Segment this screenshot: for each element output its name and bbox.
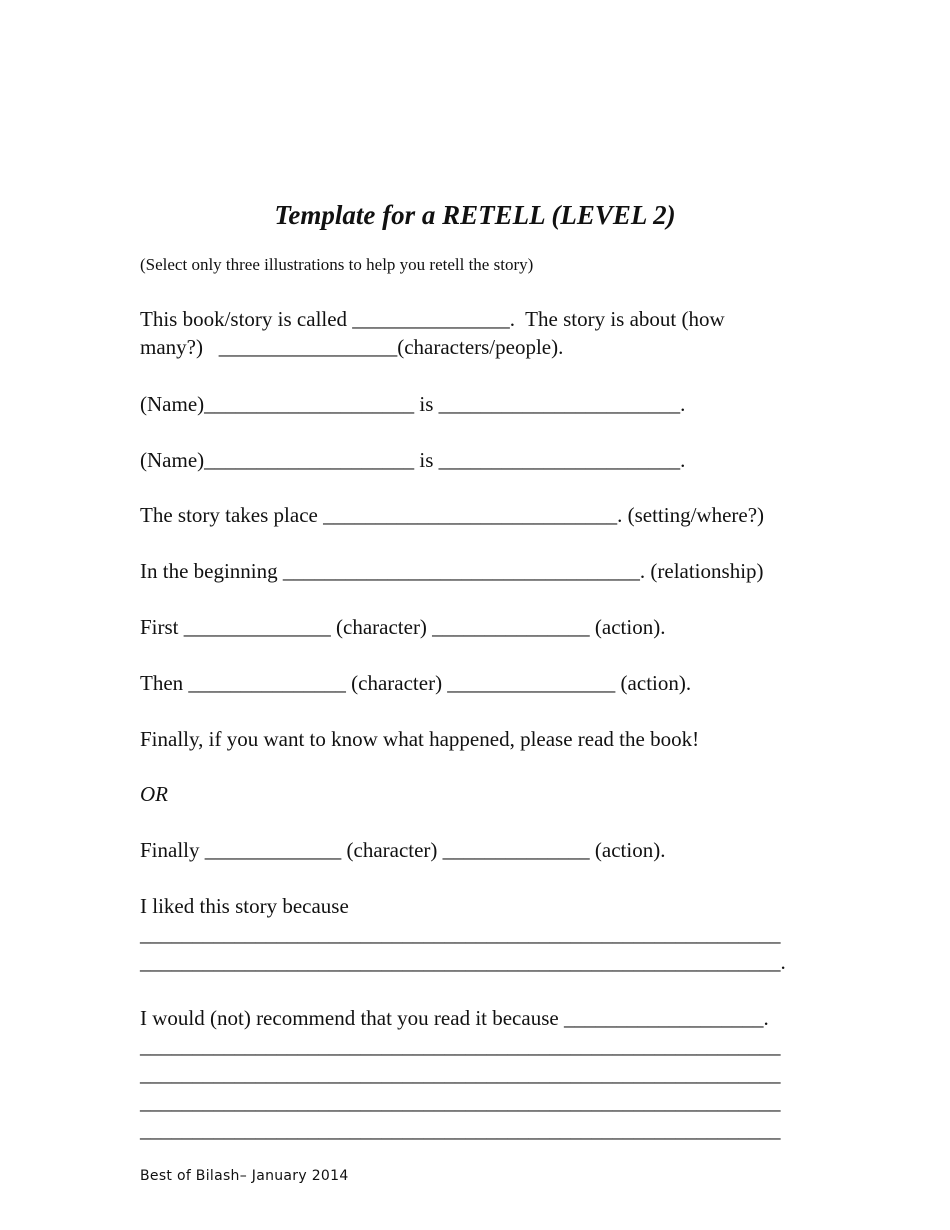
first-event-prompt: First ______________ (character) _______________ (action). — [140, 615, 666, 639]
recommend-answer-line-1: _____________________________________________________________ — [140, 1034, 781, 1058]
recommend-answer-line-3: _____________________________________________________________ — [140, 1090, 781, 1114]
finally-read-statement: Finally, if you want to know what happened, please read the book! — [140, 727, 700, 751]
liked-answer-line-2: _____________________________________________________________. — [140, 950, 786, 974]
book-title-prompt-line-1: This book/story is called _______________. The story is about (how — [140, 307, 725, 331]
liked-story-prompt: I liked this story because — [140, 894, 349, 918]
then-event-prompt: Then _______________ (character) ________________ (action). — [140, 671, 692, 695]
instruction-text: (Select only three illustrations to help you retell the story) — [140, 255, 534, 274]
character-name-prompt-1: (Name)____________________ is _______________________. — [140, 392, 686, 416]
character-name-prompt-2: (Name)____________________ is _______________________. — [140, 448, 686, 472]
book-title-prompt-line-2: many?) _________________(characters/people). — [140, 335, 564, 359]
page-footer: Best of Bilash– January 2014 — [140, 1168, 349, 1184]
recommend-prompt: I would (not) recommend that you read it because ___________________. — [140, 1006, 769, 1030]
or-separator: OR — [140, 782, 168, 806]
liked-answer-line-1: _____________________________________________________________ — [140, 922, 781, 946]
finally-event-prompt: Finally _____________ (character) ______________ (action). — [140, 838, 666, 862]
setting-prompt: The story takes place ____________________________. (setting/where?) — [140, 503, 765, 527]
recommend-answer-line-2: _____________________________________________________________ — [140, 1062, 781, 1086]
beginning-prompt: In the beginning __________________________________. (relationship) — [140, 559, 764, 583]
recommend-answer-line-4: _____________________________________________________________ — [140, 1118, 781, 1142]
page-title: Template for a RETELL (LEVEL 2) — [274, 200, 676, 230]
